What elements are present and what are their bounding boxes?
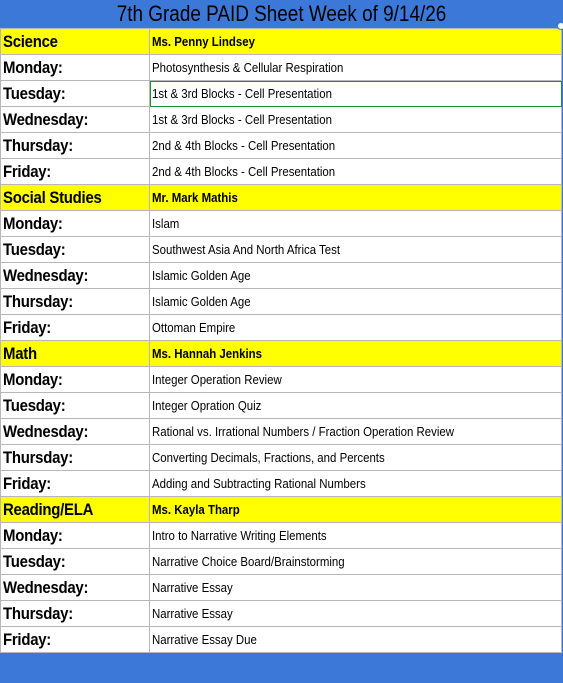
day-cell[interactable] xyxy=(1,211,150,237)
day-cell[interactable] xyxy=(1,601,150,627)
day-cell[interactable] xyxy=(1,107,150,133)
day-cell[interactable] xyxy=(1,445,150,471)
topic-text: 1st & 3rd Blocks - Cell Presentation xyxy=(152,112,332,127)
day-cell[interactable] xyxy=(1,315,150,341)
day-label: Wednesday: xyxy=(3,265,89,285)
topic-cell[interactable] xyxy=(150,159,562,185)
topic-cell[interactable] xyxy=(150,549,562,575)
day-row xyxy=(1,211,562,237)
topic-text: Southwest Asia And North Africa Test xyxy=(152,242,341,257)
topic-text: Integer Opration Quiz xyxy=(152,398,262,413)
topic-text: Narrative Essay xyxy=(152,580,233,595)
day-cell[interactable] xyxy=(1,159,150,185)
day-cell[interactable] xyxy=(1,419,150,445)
day-row xyxy=(1,263,562,289)
day-row xyxy=(1,601,562,627)
teacher-name: Mr. Mark Mathis xyxy=(152,190,238,205)
topic-cell[interactable] xyxy=(150,55,562,81)
topic-text: Ottoman Empire xyxy=(152,320,236,335)
subject-name: Social Studies xyxy=(3,187,102,207)
day-label: Monday: xyxy=(3,213,63,233)
topic-cell[interactable] xyxy=(150,445,562,471)
subject-name-cell[interactable] xyxy=(1,185,150,211)
subject-name-cell[interactable] xyxy=(1,497,150,523)
day-row xyxy=(1,81,562,107)
topic-text: 1st & 3rd Blocks - Cell Presentation xyxy=(152,86,332,101)
topic-cell[interactable] xyxy=(150,601,562,627)
teacher-name: Ms. Kayla Tharp xyxy=(152,502,240,517)
day-label: Tuesday: xyxy=(3,395,66,415)
day-cell[interactable] xyxy=(1,81,150,107)
day-label: Thursday: xyxy=(3,603,73,623)
day-label: Monday: xyxy=(3,369,63,389)
day-cell[interactable] xyxy=(1,575,150,601)
day-cell[interactable] xyxy=(1,523,150,549)
paid-table xyxy=(0,28,562,653)
day-row xyxy=(1,575,562,601)
topic-cell[interactable] xyxy=(150,627,562,653)
topic-cell[interactable] xyxy=(150,419,562,445)
topic-text: Narrative Choice Board/Brainstorming xyxy=(152,554,345,569)
teacher-name: Ms. Hannah Jenkins xyxy=(152,346,262,361)
day-cell[interactable] xyxy=(1,627,150,653)
teacher-name-cell[interactable] xyxy=(150,185,562,211)
subject-row xyxy=(1,341,562,367)
day-cell[interactable] xyxy=(1,549,150,575)
day-row xyxy=(1,471,562,497)
day-label: Tuesday: xyxy=(3,551,66,571)
topic-text: 2nd & 4th Blocks - Cell Presentation xyxy=(152,164,336,179)
topic-cell[interactable] xyxy=(150,133,562,159)
day-label: Wednesday: xyxy=(3,421,89,441)
teacher-name: Ms. Penny Lindsey xyxy=(152,34,256,49)
teacher-name-cell[interactable] xyxy=(150,341,562,367)
topic-text: Rational vs. Irrational Numbers / Fraction Operation Review xyxy=(152,424,455,439)
topic-cell[interactable] xyxy=(150,263,562,289)
topic-text: Islamic Golden Age xyxy=(152,294,251,309)
day-row xyxy=(1,289,562,315)
day-cell[interactable] xyxy=(1,133,150,159)
subject-row xyxy=(1,185,562,211)
day-label: Friday: xyxy=(3,317,52,337)
day-cell[interactable] xyxy=(1,263,150,289)
topic-cell[interactable] xyxy=(150,575,562,601)
topic-text: Narrative Essay xyxy=(152,606,233,621)
day-row xyxy=(1,627,562,653)
day-row xyxy=(1,419,562,445)
day-cell[interactable] xyxy=(1,55,150,81)
topic-text: Islamic Golden Age xyxy=(152,268,251,283)
day-cell[interactable] xyxy=(1,237,150,263)
day-row xyxy=(1,367,562,393)
topic-cell[interactable] xyxy=(150,393,562,419)
day-row xyxy=(1,315,562,341)
day-row xyxy=(1,523,562,549)
day-cell[interactable] xyxy=(1,393,150,419)
topic-cell[interactable] xyxy=(150,289,562,315)
topic-text: Intro to Narrative Writing Elements xyxy=(152,528,327,543)
subject-name-cell[interactable] xyxy=(1,341,150,367)
resize-handle-icon[interactable] xyxy=(557,22,563,30)
day-label: Wednesday: xyxy=(3,109,89,129)
subject-name-cell[interactable] xyxy=(1,29,150,55)
topic-cell[interactable] xyxy=(150,237,562,263)
day-label: Friday: xyxy=(3,161,52,181)
day-row xyxy=(1,549,562,575)
topic-cell[interactable] xyxy=(150,107,562,133)
day-row xyxy=(1,159,562,185)
day-label: Thursday: xyxy=(3,135,73,155)
day-row xyxy=(1,393,562,419)
subject-row xyxy=(1,29,562,55)
topic-cell[interactable] xyxy=(150,523,562,549)
topic-text: Photosynthesis & Cellular Respiration xyxy=(152,60,344,75)
topic-text: Islam xyxy=(152,216,180,231)
teacher-name-cell[interactable] xyxy=(150,497,562,523)
day-row xyxy=(1,107,562,133)
day-label: Thursday: xyxy=(3,447,73,467)
subject-row xyxy=(1,497,562,523)
day-cell[interactable] xyxy=(1,367,150,393)
topic-cell[interactable] xyxy=(150,367,562,393)
day-label: Friday: xyxy=(3,629,52,649)
day-row xyxy=(1,445,562,471)
topic-text: Adding and Subtracting Rational Numbers xyxy=(152,476,366,491)
topic-text: 2nd & 4th Blocks - Cell Presentation xyxy=(152,138,336,153)
topic-text: Integer Operation Review xyxy=(152,372,282,387)
day-label: Friday: xyxy=(3,473,52,493)
day-label: Thursday: xyxy=(3,291,73,311)
topic-cell[interactable] xyxy=(150,81,562,107)
day-label: Monday: xyxy=(3,525,63,545)
day-label: Wednesday: xyxy=(3,577,89,597)
day-label: Tuesday: xyxy=(3,239,66,259)
topic-cell[interactable] xyxy=(150,471,562,497)
day-label: Tuesday: xyxy=(3,83,66,103)
topic-cell[interactable] xyxy=(150,315,562,341)
subject-name: Science xyxy=(3,31,58,51)
day-cell[interactable] xyxy=(1,289,150,315)
day-row xyxy=(1,55,562,81)
day-row xyxy=(1,133,562,159)
day-row xyxy=(1,237,562,263)
subject-name: Math xyxy=(3,343,37,363)
topic-text: Narrative Essay Due xyxy=(152,632,257,647)
topic-cell[interactable] xyxy=(150,211,562,237)
teacher-name-cell[interactable] xyxy=(150,29,562,55)
sheet-title[interactable]: 7th Grade PAID Sheet Week of 9/14/26 xyxy=(116,1,447,26)
day-label: Monday: xyxy=(3,57,63,77)
day-cell[interactable] xyxy=(1,471,150,497)
topic-text: Converting Decimals, Fractions, and Percents xyxy=(152,450,385,465)
subject-name: Reading/ELA xyxy=(3,499,94,519)
